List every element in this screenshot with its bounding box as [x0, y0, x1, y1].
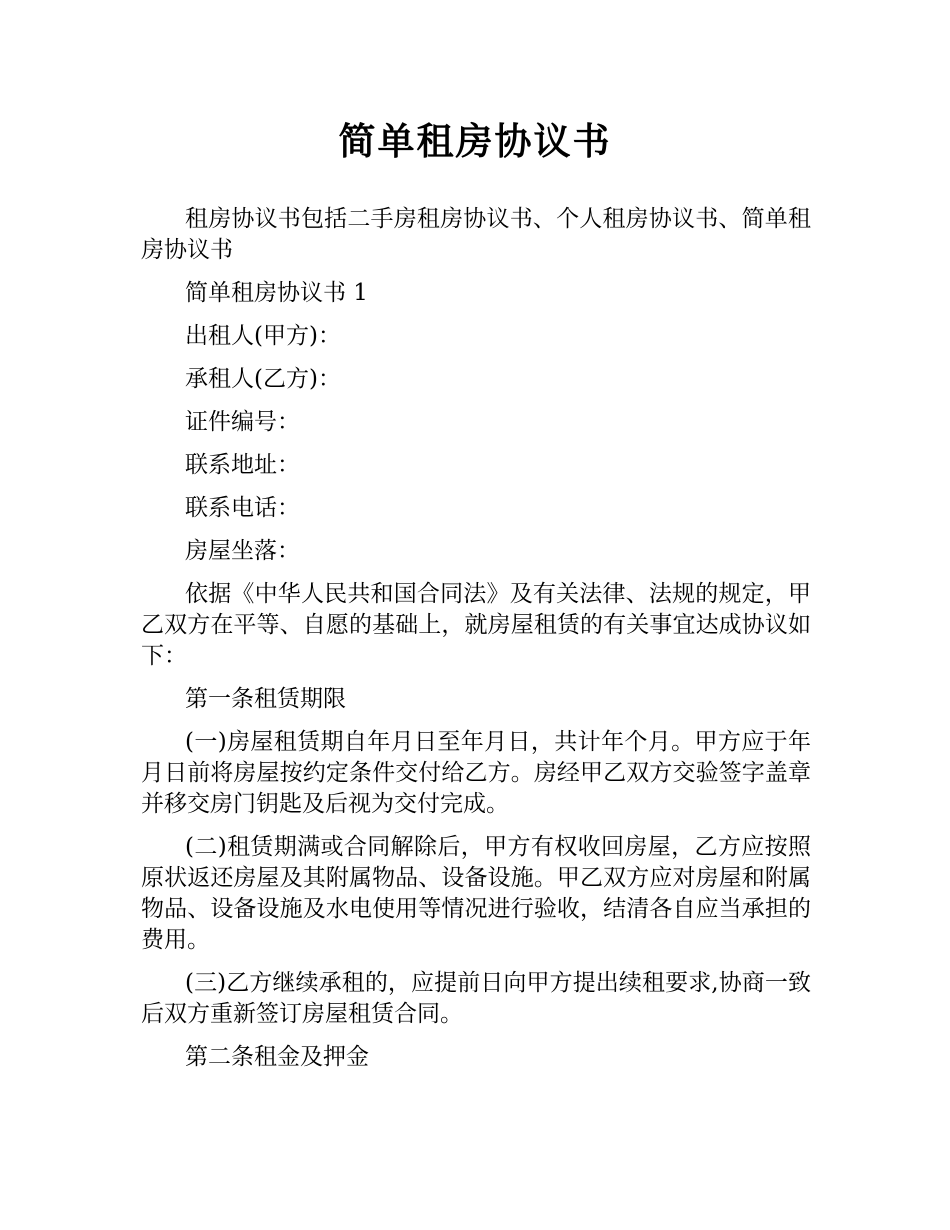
lessee-field: 承租人(乙方)： — [185, 366, 341, 392]
article-two-heading: 第二条租金及押金 — [185, 1044, 369, 1070]
clause-paragraph: (一)房屋租赁期自年月日至年月日，共计年个月。甲方应于年月日前将房屋按约定条件交付给乙方。房经甲乙双方交验签字盖章并移交房门钥匙及后视为交付完成。 — [141, 729, 811, 817]
article-one-heading: 第一条租赁期限 — [185, 686, 346, 712]
clause-paragraph: (三)乙方继续承租的，应提前日向甲方提出续租要求,协商一致后双方重新签订房屋租赁合同。 — [141, 970, 811, 1027]
intro-paragraph: 租房协议书包括二手房租房协议书、个人租房协议书、简单租房协议书 — [141, 206, 811, 263]
legal-basis-paragraph: 依据《中华人民共和国合同法》及有关法律、法规的规定，甲乙双方在平等、自愿的基础上，就房屋租赁的有关事宜达成协议如下： — [141, 581, 811, 669]
lessor-field: 出租人(甲方)： — [185, 323, 341, 349]
address-field: 联系地址： — [185, 452, 300, 478]
clause-paragraph: (二)租赁期满或合同解除后，甲方有权收回房屋，乙方应按照原状返还房屋及其附属物品、设备设施。甲乙双方应对房屋和附属物品、设备设施及水电使用等情况进行验收，结清各自应当承担的费用。 — [141, 834, 811, 953]
section-heading: 简单租房协议书 1 — [185, 280, 368, 306]
document-title: 简单租房协议书 — [338, 120, 612, 163]
property-location-field: 房屋坐落： — [185, 538, 300, 564]
document-body — [141, 204, 811, 1085]
phone-field: 联系电话： — [185, 495, 300, 521]
id-number-field: 证件编号： — [185, 409, 300, 435]
